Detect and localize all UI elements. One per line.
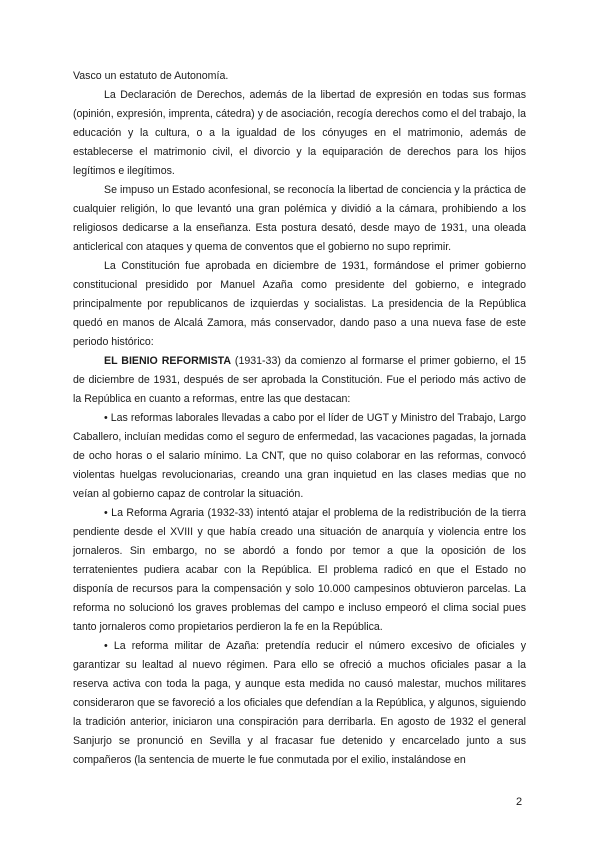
paragraph-derechos: La Declaración de Derechos, además de la libertad de expresión en todas sus formas (opinión, expresión, imprenta, cátedra) y de asociación, recogía derechos como el del trabajo, la educación y la cultura, o a la igualdad de los cónyuges en el matrimonio, además de establecerse el matrimonio civil, el divorcio y la equiparación de derechos para los hijos legítimos e ilegítimos. xyxy=(73,89,526,177)
bullet-reforma-militar: • La reforma militar de Azaña: pretendía reducir el número excesivo de oficiales y garantizar su lealtad al nuevo régimen. Para ello se ofreció a muchos oficiales pasar a la reserva activa con toda la paga, y aunque esta medida no causó malestar, muchos militares consideraron que se favoreció a los oficiales que defendían a la República, y algunos, siguiendo la tradición anterior, iniciaron una conspiración para derribarla. En agosto de 1932 el general Sanjurjo se pronunció en Sevilla y al fracasar fue detenido y encarcelado junto a sus compañeros (la sentencia de muerte le fue conmutada por el exilio, instalándose en xyxy=(73,640,526,766)
paragraph-constitucion: La Constitución fue aprobada en diciembre de 1931, formándose el primer gobierno constitucional presidido por Manuel Azaña como presidente del gobierno, e integrado principalmente por republicanos de izquierdas y socialistas. La presidencia de la República quedó en manos de Alcalá Zamora, más conservador, dando paso a una nueva fase de este periodo histórico: xyxy=(73,260,526,348)
bullet-reformas-laborales: • Las reformas laborales llevadas a cabo por el líder de UGT y Ministro del Trabajo, Largo Caballero, incluían medidas como el seguro de enfermedad, las vacaciones pagadas, la jornada de ocho horas o el salario mínimo. La CNT, que no quiso colaborar en las reformas, convocó violentas huelgas revolucionarias, creando una gran inquietud en las clases medias que no veían al gobierno capaz de controlar la situación. xyxy=(73,412,526,500)
bullet-reforma-agraria: • La Reforma Agraria (1932-33) intentó atajar el problema de la redistribución de la tierra pendiente desde el XVIII y que había creado una situación de anarquía y violencia entre los jornaleros. Sin embargo, no se abordó a fondo por temor a que la oposición de los terratenientes pudiera acabar con la República. El problema radicó en que el Estado no disponía de recursos para la compensación y solo 10.000 campesinos obtuvieron parcelas. La reforma no solucionó los graves problemas del campo e incluso empeoró el clima social pues tanto jornaleros como propietarios perdieron la fe en la República. xyxy=(73,507,526,633)
paragraph-1: Vasco un estatuto de Autonomía. xyxy=(73,70,229,82)
paragraph-bienio-reformista: EL BIENIO REFORMISTA (1931-33) da comienzo al formarse el primer gobierno, el 15 de diciembre de 1931, después de ser aprobada la Constitución. Fue el periodo más activo de la República en cuanto a reformas, entre las que destacan: xyxy=(73,355,526,405)
document-body xyxy=(73,67,526,770)
paragraph-estado-aconfesional: Se impuso un Estado aconfesional, se reconocía la libertad de conciencia y la práctica de cualquier religión, lo que levantó una gran polémica y dividió a la cámara, prohibiendo a los religiosos dedicarse a la enseñanza. Esta postura desató, desde mayo de 1931, una oleada anticlerical con ataques y quema de conventos que el gobierno no supo reprimir. xyxy=(73,184,526,253)
page-number: 2 xyxy=(516,796,523,808)
section-heading: EL BIENIO REFORMISTA xyxy=(104,355,231,367)
